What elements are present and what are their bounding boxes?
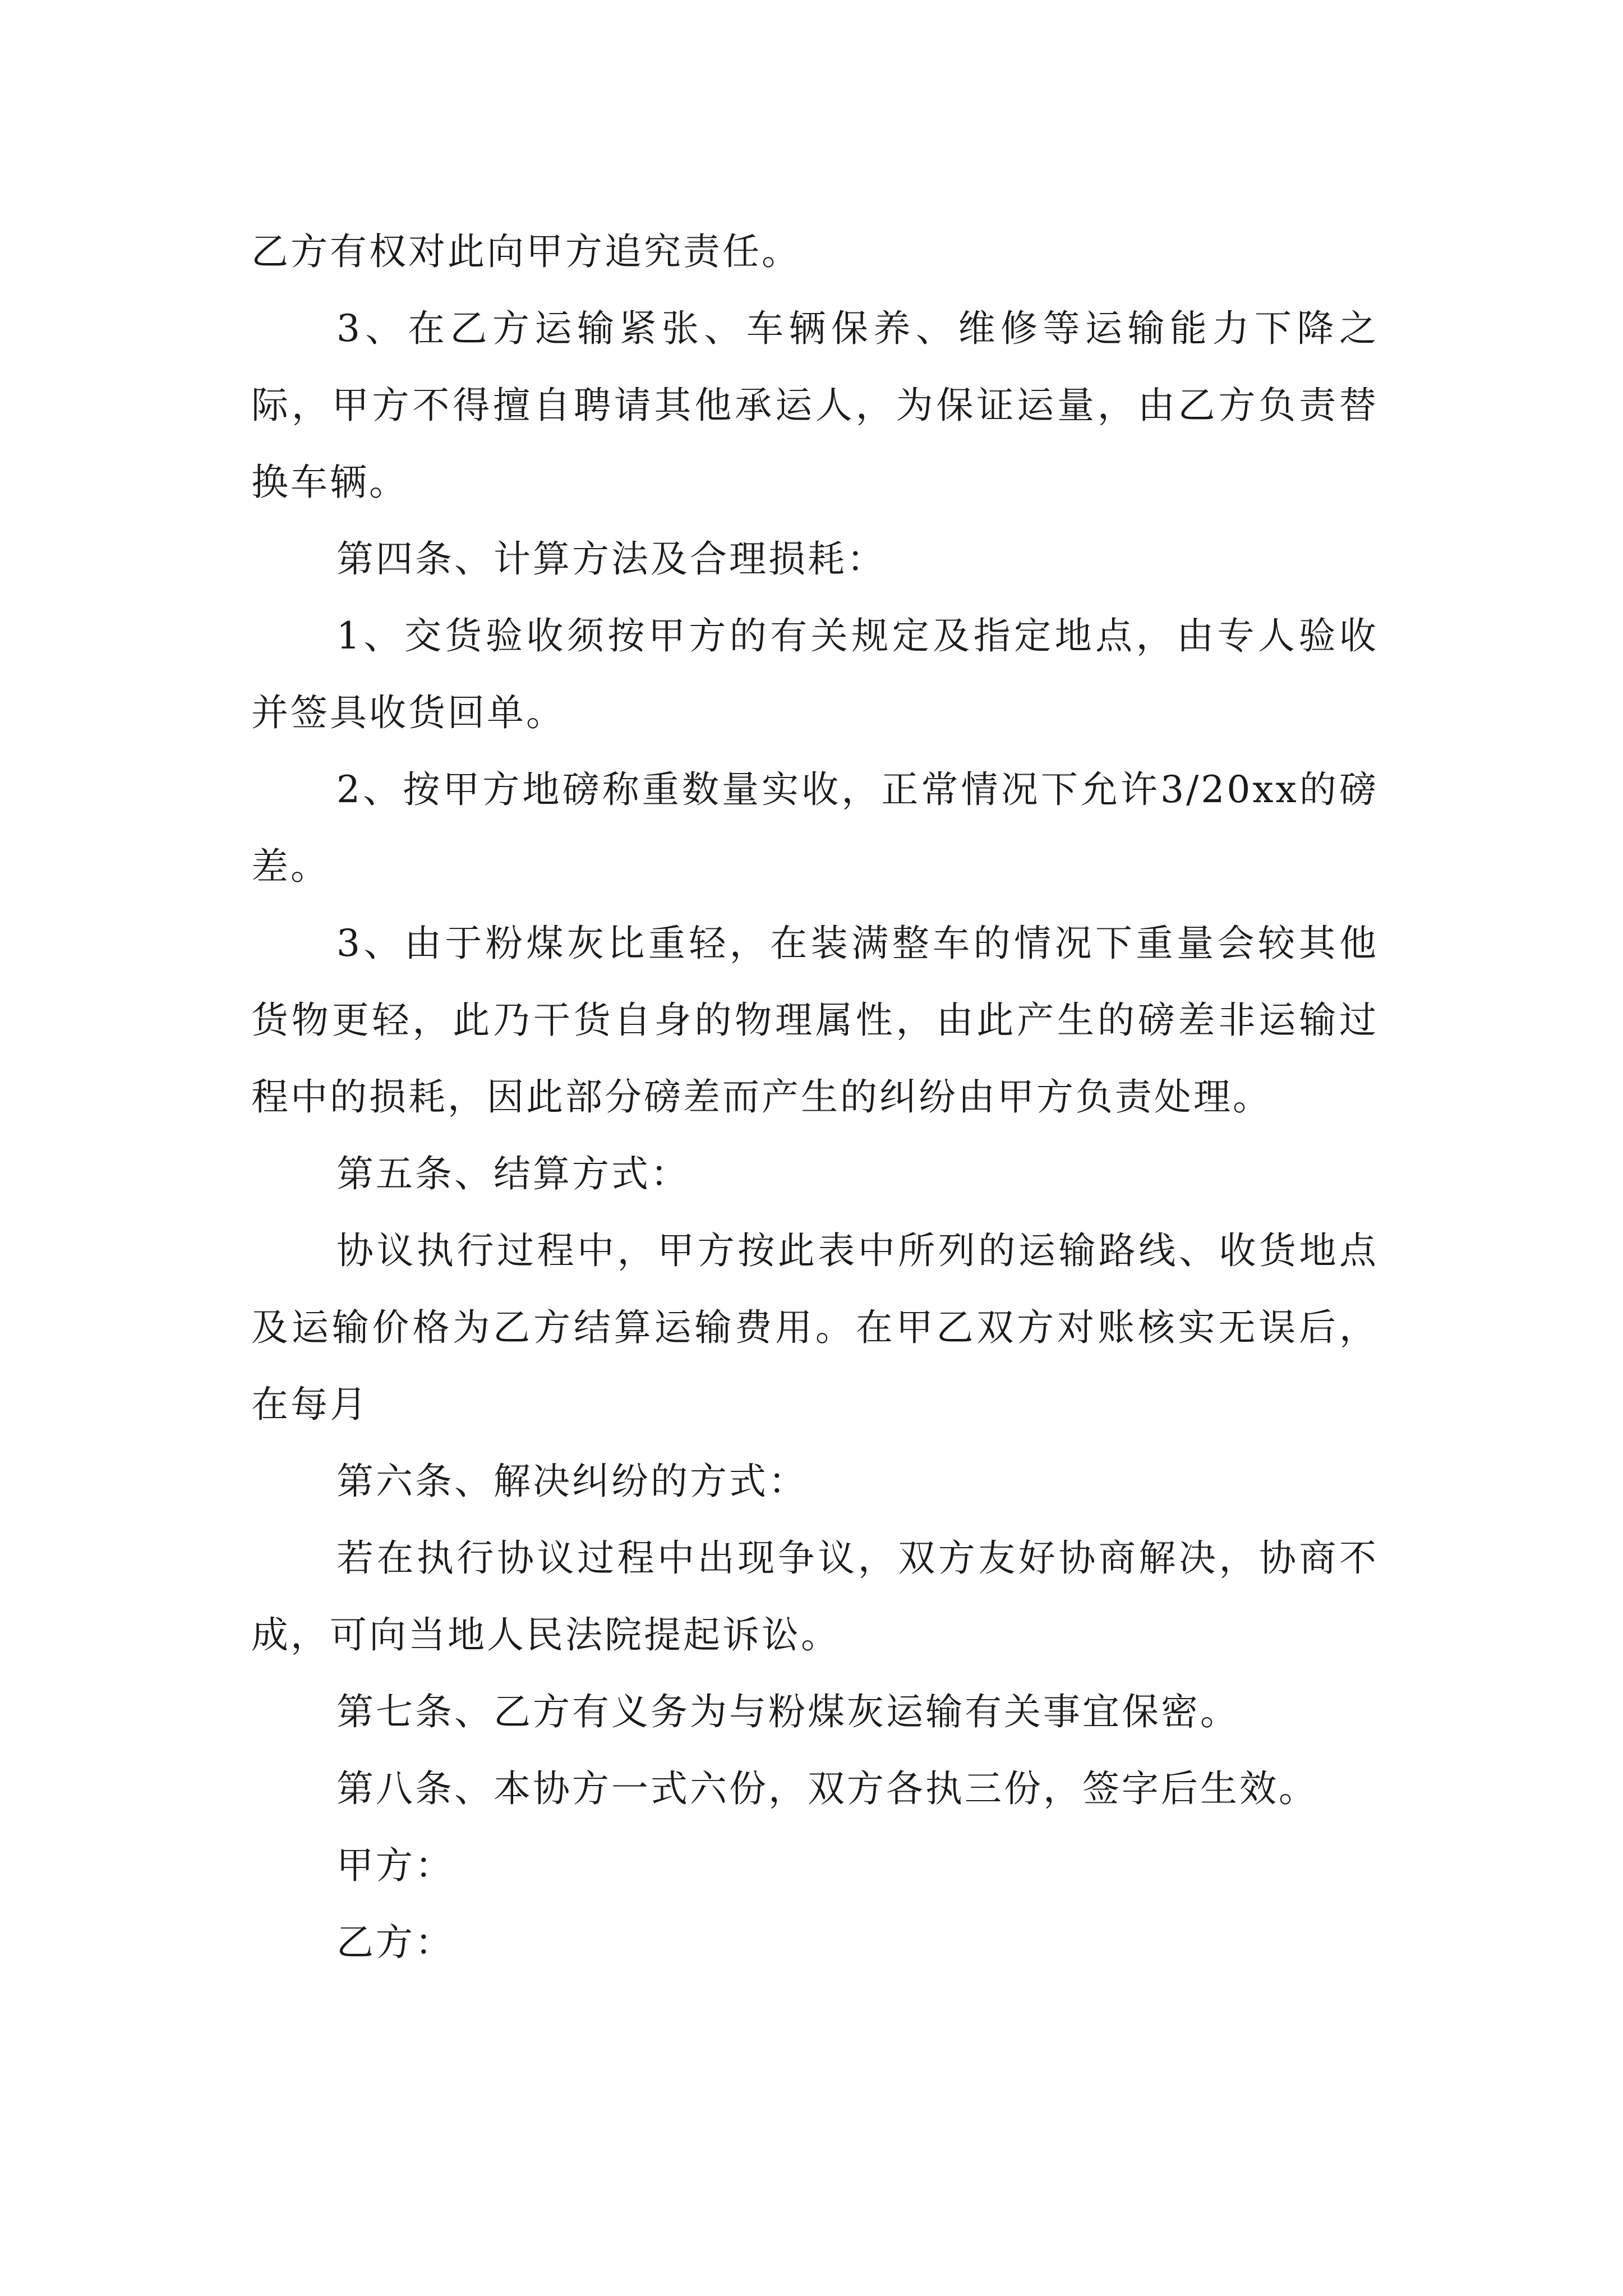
article-6-heading: 第六条、解决纠纷的方式： [336, 1460, 808, 1503]
article-8-copies: 第八条、本协方一式六份，双方各执三份，签字后生效。 [336, 1767, 1318, 1810]
paragraph-dispute-resolution: 若在执行协议过程中出现争议，双方友好协商解决，协商不成，可向当地人民法院提起诉讼。 [251, 1536, 1378, 1657]
paragraph-clause-3-replacement-vehicles: 3、在乙方运输紧张、车辆保养、维修等运输能力下降之际，甲方不得擅自聘请其他承运人，为保证运量，由乙方负责替换车辆。 [251, 307, 1378, 504]
document-body [251, 213, 1378, 1981]
paragraph-clause-3-weight-difference: 3、由于粉煤灰比重轻，在装满整车的情况下重量会较其他货物更轻，此乃干货自身的物理属性，由此产生的磅差非运输过程中的损耗，因此部分磅差而产生的纠纷由甲方负责处理。 [251, 922, 1378, 1119]
party-b-signature-line: 乙方： [336, 1921, 454, 1964]
article-7-confidentiality: 第七条、乙方有义务为与粉煤灰运输有关事宜保密。 [336, 1690, 1239, 1733]
paragraph-clause-1-acceptance: 1、交货验收须按甲方的有关规定及指定地点，由专人验收并签具收货回单。 [251, 614, 1378, 734]
party-a-signature-line: 甲方： [336, 1844, 454, 1887]
paragraph-settlement: 协议执行过程中，甲方按此表中所列的运输路线、收货地点及运输价格为乙方结算运输费用。在甲乙双方对账核实无误后，在每月 [251, 1229, 1378, 1426]
article-5-heading: 第五条、结算方式： [336, 1152, 690, 1195]
article-4-heading: 第四条、计算方法及合理损耗： [336, 537, 886, 581]
paragraph-liability-continuation: 乙方有权对此向甲方追究责任。 [251, 230, 801, 273]
paragraph-clause-2-weighing: 2、按甲方地磅称重数量实收，正常情况下允许3/20xx的磅差。 [251, 768, 1378, 888]
